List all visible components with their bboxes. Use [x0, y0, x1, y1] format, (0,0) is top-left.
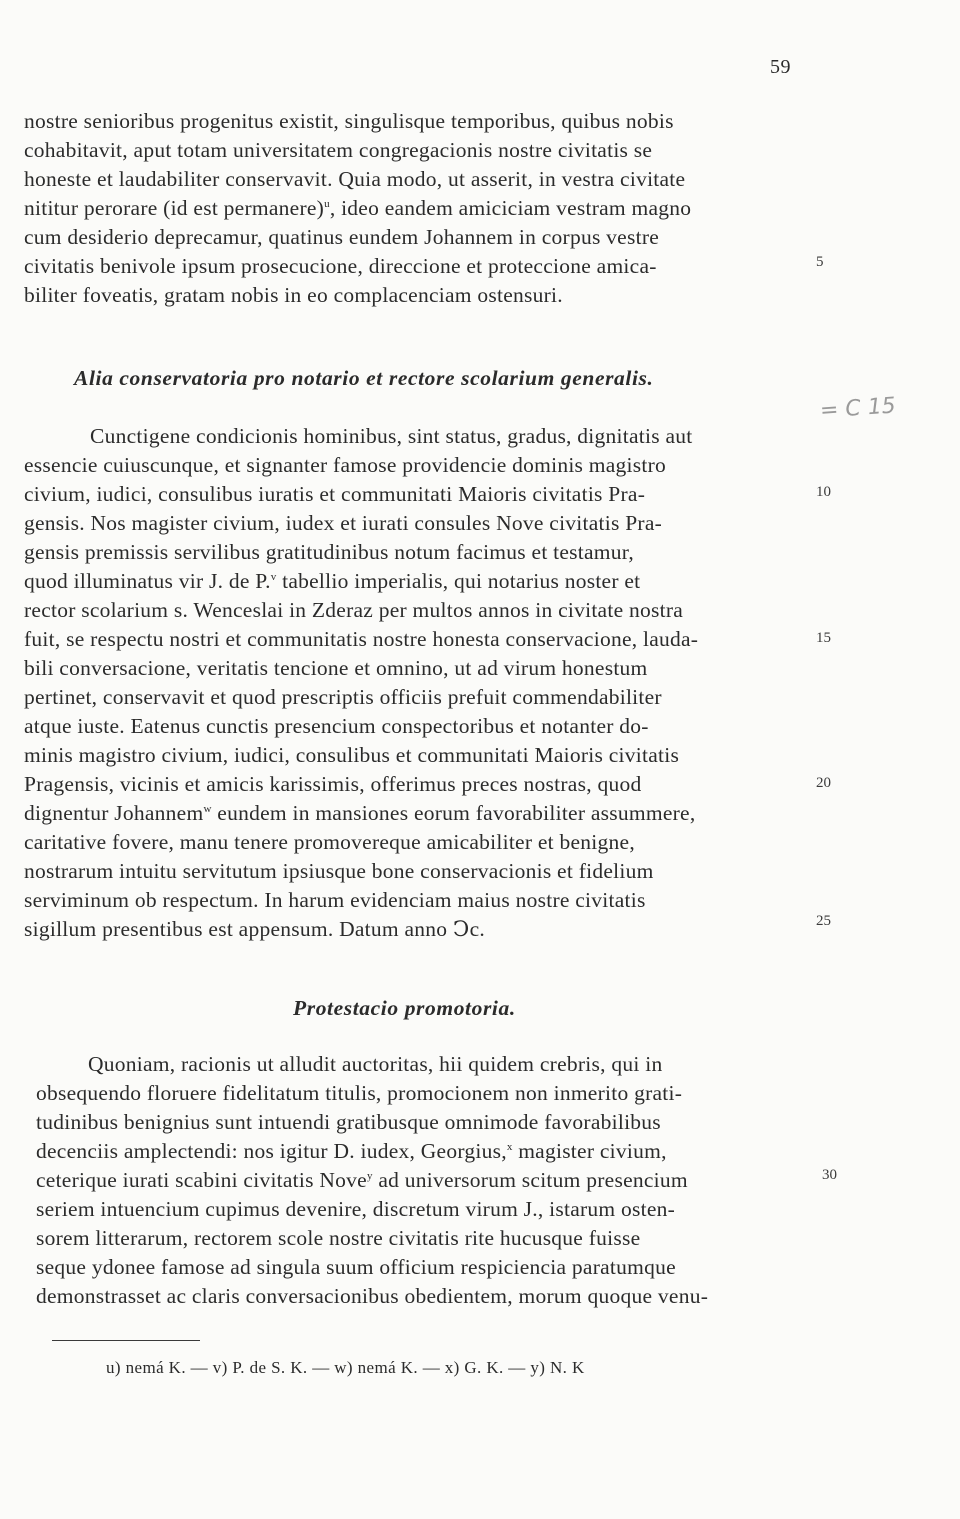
margin-line-number: 20 [816, 775, 831, 791]
handwritten-annotation: = C 15 [819, 393, 897, 424]
footnotes: u) nemá K. — v) P. de S. K. — w) nemá K. — x) G. K. — y) N. K [106, 1358, 585, 1377]
paragraph-continuation [24, 107, 814, 310]
page-number: 59 [770, 56, 791, 78]
text-line: Pragensis, vicinis et amicis karissimis, offerimus preces nostras, quod [24, 772, 642, 796]
text-line: civium, iudici, consulibus iuratis et communitati Maioris civitatis Pra- [24, 482, 646, 506]
section-heading: Alia conservatoria pro notario et rectore scolarium generalis. [74, 366, 654, 390]
footnote-divider [52, 1340, 200, 1341]
text-line: quod illuminatus vir J. de P.$^v$ tabellio imperialis, qui notarius noster et [24, 569, 641, 593]
text-line: nostre senioribus progenitus existit, singulisque temporibus, quibus nobis [24, 109, 674, 133]
footnote-marker: u [324, 197, 330, 210]
text-line: seque ydonee famose ad singula suum officium respiciencia paratumque [36, 1255, 676, 1279]
text-line: bili conversacione, veritatis tencione et omnino, ut ad virum honestum [24, 656, 648, 680]
text-line: atque iuste. Eatenus cunctis presencium conspectoribus et notanter do- [24, 714, 649, 738]
footnote-marker: w [203, 802, 212, 815]
text-line: rector scolarium s. Wenceslai in Zderaz per multos annos in civitate nostra [24, 598, 684, 622]
footnote-marker: y [366, 1169, 373, 1182]
margin-line-number: 15 [816, 630, 831, 646]
text-line: Cunctigene condicionis hominibus, sint status, gradus, dignitatis aut [90, 424, 693, 448]
text-line: cohabitavit, aput totam universitatem congregacionis nostre civitatis se [24, 138, 653, 162]
text-line: gensis premissis servilibus gratitudinibus notum facimus et testamur, [24, 540, 634, 564]
text-line: minis magistro civium, iudici, consulibus et communitati Maioris civitatis [24, 743, 680, 767]
paragraph-protestacio [36, 1050, 826, 1311]
paragraph-conservatoria [24, 422, 814, 944]
text-line: seriem intuencium cupimus devenire, discretum virum J., istarum osten- [36, 1197, 676, 1221]
section-heading: Protestacio promotoria. [293, 996, 516, 1020]
text-line: civitatis benivole ipsum prosecucione, direccione et proteccione amica- [24, 254, 657, 278]
text-line: sigillum presentibus est appensum. Datum anno Ↄc. [24, 917, 486, 941]
margin-line-number: 25 [816, 913, 831, 929]
text-line: essencie cuiuscunque, et signanter famose providencie dominis magistro [24, 453, 667, 477]
text-line: nostrarum intuitu servitutum ipsiusque bone conservacionis et fidelium [24, 859, 654, 883]
margin-line-number: 5 [816, 254, 824, 270]
text-line: sorem litterarum, rectorem scole nostre civitatis rite hucusque fuisse [36, 1226, 641, 1250]
margin-line-number: 30 [822, 1167, 837, 1183]
text-line: decenciis amplectendi: nos igitur D. iudex, Georgius,$^x$ magister civium, [36, 1139, 667, 1163]
text-line: tudinibus benignius sunt intuendi gratibusque omnimode favorabilibus [36, 1110, 661, 1134]
text-line: ceterique iurati scabini civitatis Nove$^y$ ad universorum scitum presencium [36, 1168, 688, 1192]
margin-line-number: 10 [816, 484, 831, 500]
text-line: gensis. Nos magister civium, iudex et iurati consules Nove civitatis Pra- [24, 511, 663, 535]
text-line: pertinet, conservavit et quod prescriptis officiis prefuit commendabiliter [24, 685, 662, 709]
text-line: Quoniam, racionis ut alludit auctoritas, hii quidem crebris, qui in [88, 1052, 663, 1076]
footnote-marker: x [506, 1140, 513, 1153]
text-line: biliter foveatis, gratam nobis in eo complacenciam ostensuri. [24, 283, 563, 307]
text-line: dignentur Johannem$^w$ eundem in mansiones eorum favorabiliter assummere, [24, 801, 696, 825]
text-line: fuit, se respectu nostri et communitatis nostre honesta conservacione, lauda- [24, 627, 699, 651]
text-line: serviminum ob respectum. In harum evidenciam maius nostre civitatis [24, 888, 646, 912]
text-line: demonstrasset ac claris conversacionibus obedientem, morum quoque venu- [36, 1284, 709, 1308]
footnote-marker: v [270, 570, 277, 583]
text-line: caritative fovere, manu tenere promovereque amicabiliter et benigne, [24, 830, 635, 854]
text-line: cum desiderio deprecamur, quatinus eundem Johannem in corpus vestre [24, 225, 660, 249]
text-line: honeste et laudabiliter conservavit. Quia modo, ut asserit, in vestra civitate [24, 167, 686, 191]
text-line: nititur perorare (id est permanere)$^u$, ideo eandem amiciciam vestram magno [24, 196, 692, 220]
text-line: obsequendo floruere fidelitatum titulis, promocionem non inmerito grati- [36, 1081, 683, 1105]
